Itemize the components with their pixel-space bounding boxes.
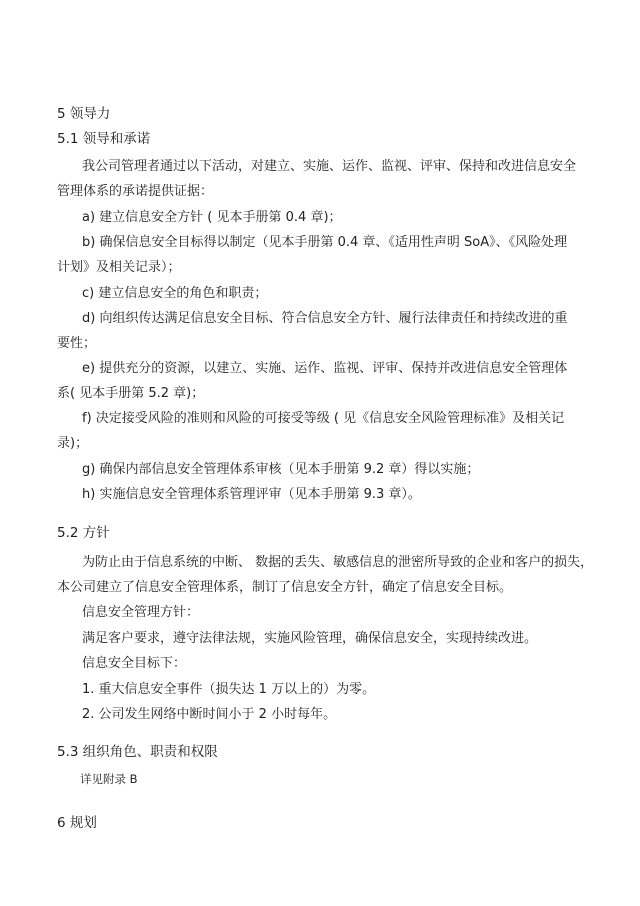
s52-paragraph-line-1: 为防止由于信息系统的中断、 数据的丢失、敏感信息的泄密所导致的企业和客户的损失， xyxy=(82,555,594,570)
item-b-line-2: 计划》及相关记录）； xyxy=(57,260,181,275)
item-f-line-2: 录)； xyxy=(57,436,89,451)
s51-intro-line-2: 管理体系的承诺提供证据： xyxy=(57,184,214,199)
item-c: c) 建立信息安全的角色和职责； xyxy=(82,286,268,301)
item-e-line-2: 系( 见本手册第 5.2 章)； xyxy=(57,386,205,401)
item-d-line-1: d) 向组织传达满足信息安全目标、符合信息安全方针、履行法律责任和持续改进的重 xyxy=(82,311,568,326)
goal-1: 1. 重大信息安全事件（损失达 1 万以上的）为零。 xyxy=(82,682,376,697)
item-a: a) 建立信息安全方针 ( 见本手册第 0.4 章)； xyxy=(82,210,342,225)
item-h: h) 实施信息安全管理体系管理评审（见本手册第 9.3 章）。 xyxy=(82,487,421,502)
goal-2: 2. 公司发生网络中断时间小于 2 小时每年。 xyxy=(82,707,337,722)
section-5-3-heading: 5.3 组织角色、职责和权限 xyxy=(57,744,218,760)
item-d-line-2: 要性； xyxy=(57,336,97,351)
section-5-2-heading: 5.2 方针 xyxy=(57,525,110,541)
section-5-heading: 5 领导力 xyxy=(57,106,111,122)
section-5-1-heading: 5.1 领导和承诺 xyxy=(57,131,151,147)
policy-label: 信息安全管理方针： xyxy=(82,605,200,620)
policy-text: 满足客户要求，遵守法律法规，实施风险管理，确保信息安全，实现持续改进。 xyxy=(82,631,538,646)
item-b-line-1: b) 确保信息安全目标得以制定（见本手册第 0.4 章、《适用性声明 SoA》、《风险处理 xyxy=(82,235,568,250)
item-f-line-1: f) 决定接受风险的准则和风险的可接受等级 ( 见《信息安全风险管理标准》及相关记 xyxy=(82,411,565,426)
item-g: g) 确保内部信息安全管理体系审核（见本手册第 9.2 章）得以实施； xyxy=(82,462,480,477)
item-e-line-1: e) 提供充分的资源，以建立、实施、运作、监视、评审、保持并改进信息安全管理体 xyxy=(82,361,568,376)
s53-note: 详见附录 B xyxy=(80,772,138,786)
s51-intro-line-1: 我公司管理者通过以下活动，对建立、实施、运作、监视、评审、保持和改进信息安全 xyxy=(82,159,577,174)
section-6-heading: 6 规划 xyxy=(57,815,97,831)
goals-label: 信息安全目标下： xyxy=(82,656,187,671)
s52-paragraph-line-2: 本公司建立了信息安全管理体系，制订了信息安全方针，确定了信息安全目标。 xyxy=(57,580,513,595)
